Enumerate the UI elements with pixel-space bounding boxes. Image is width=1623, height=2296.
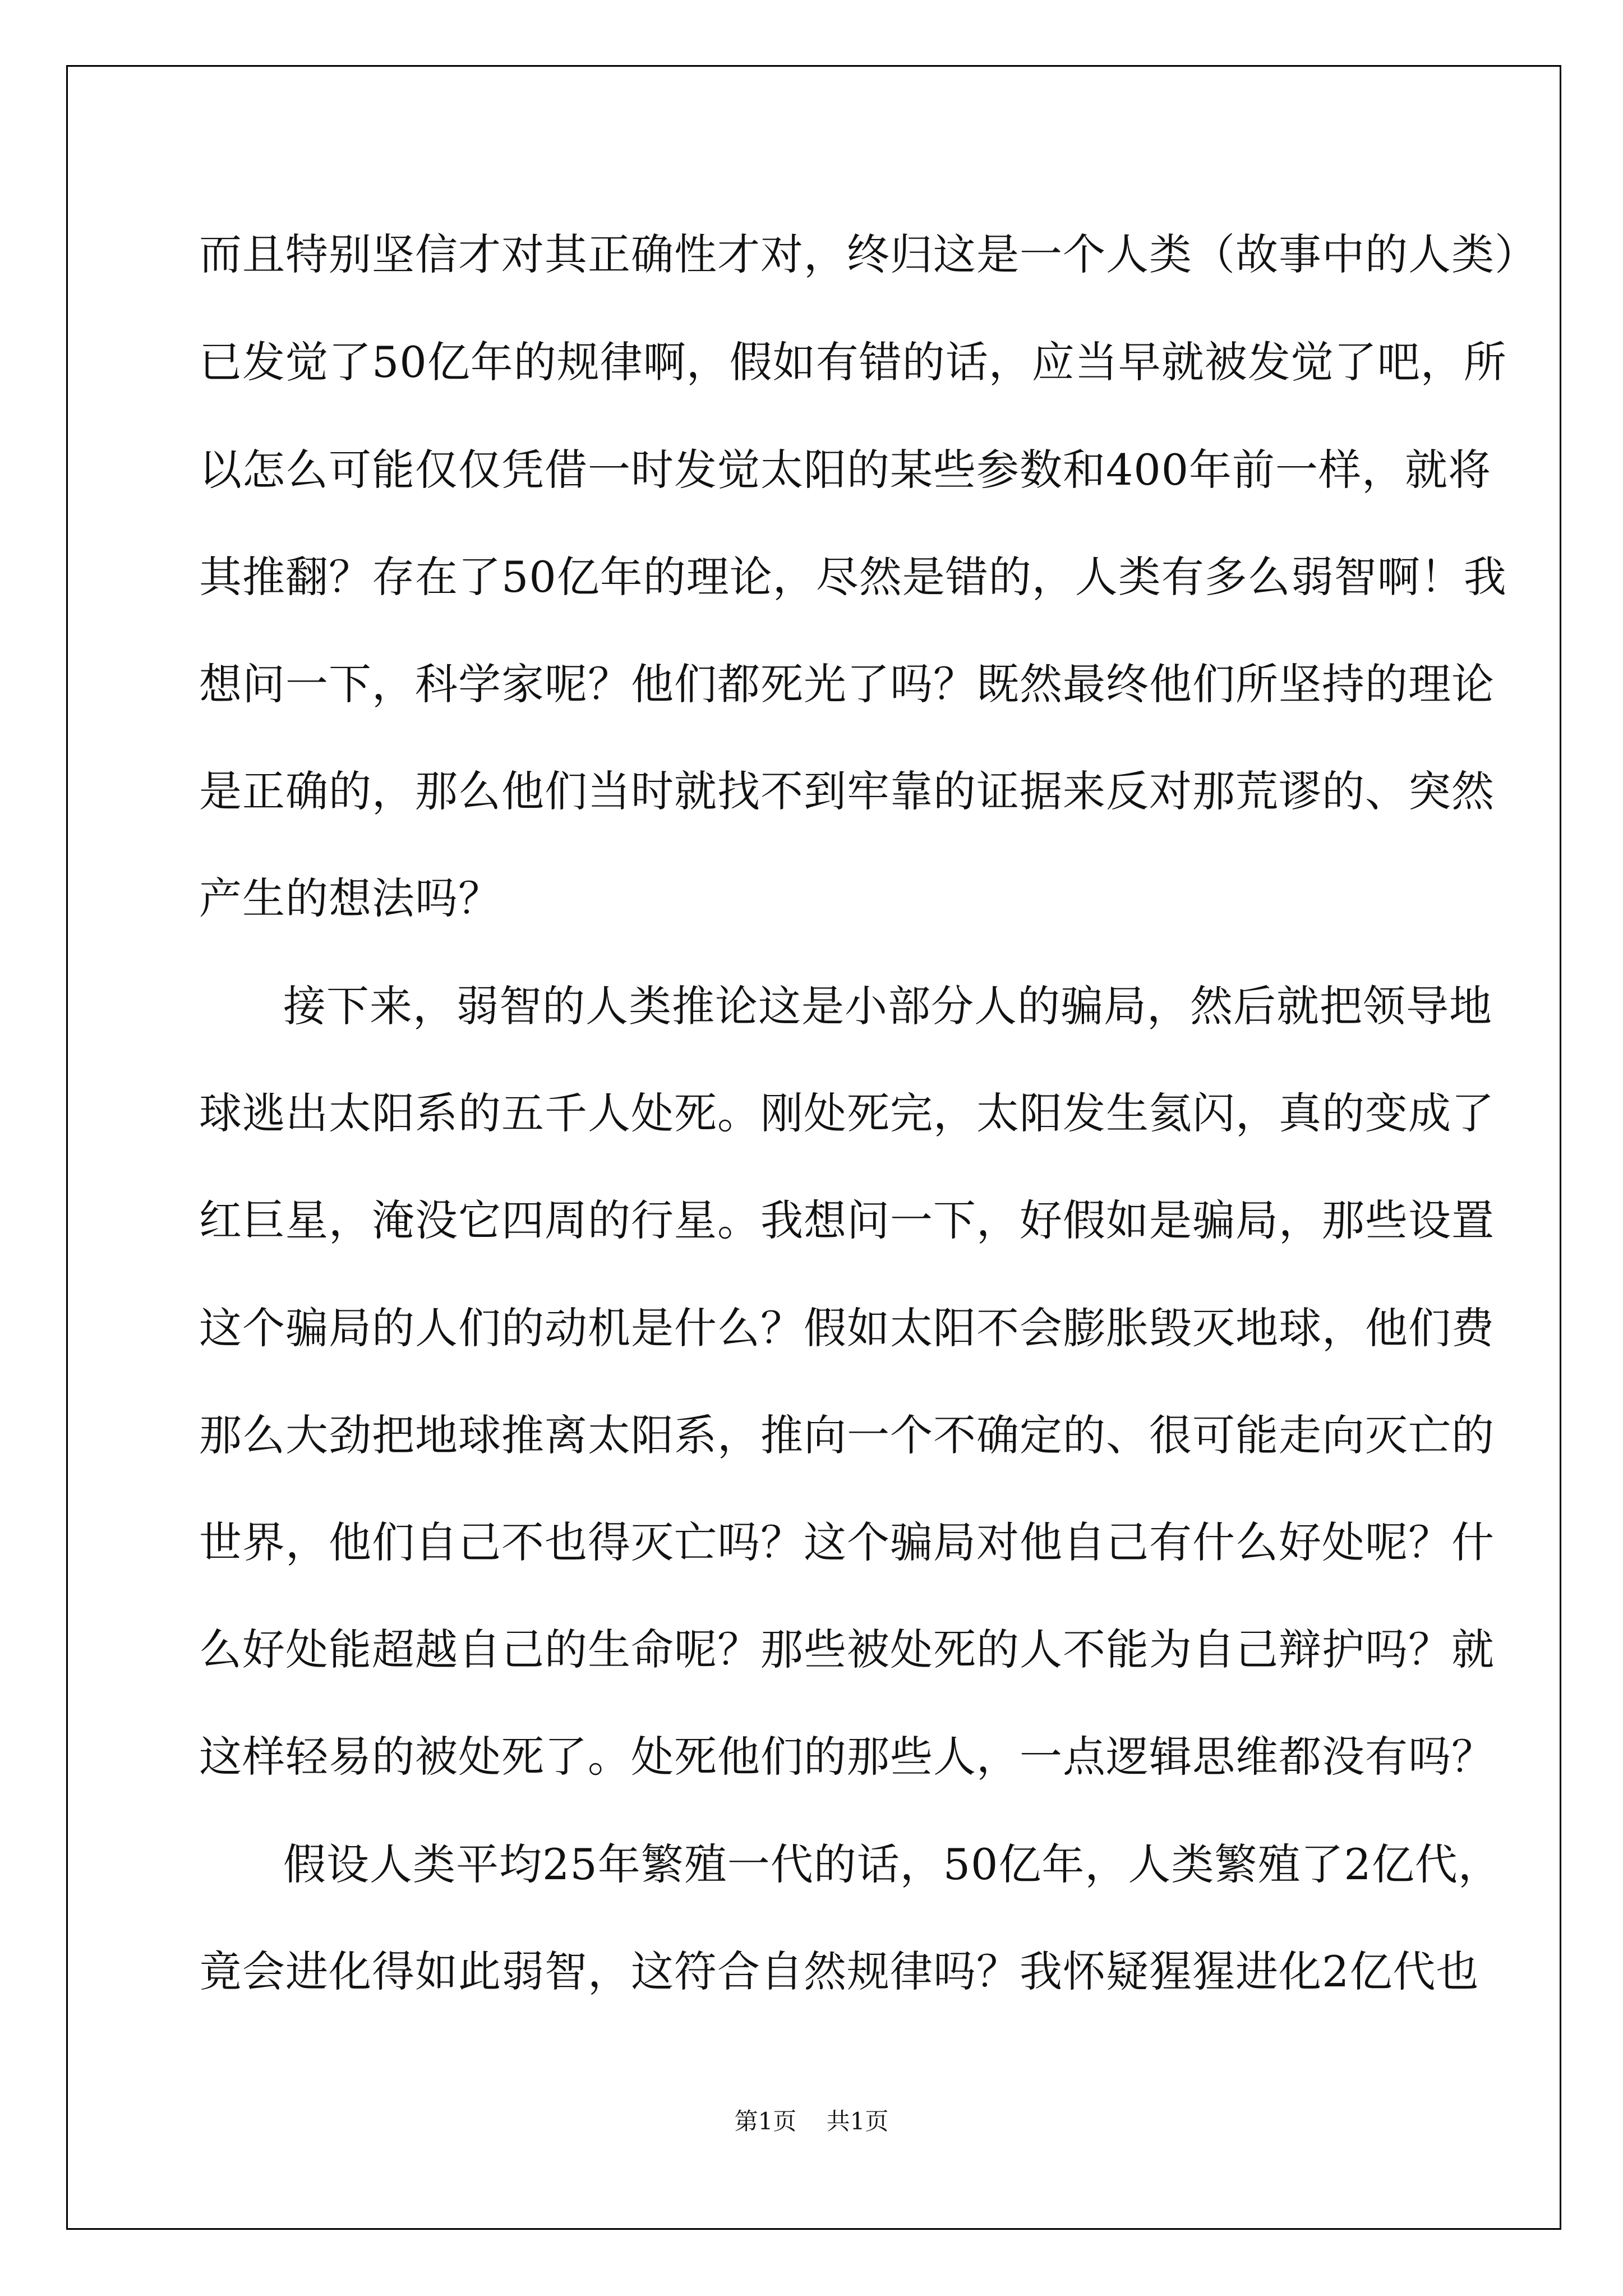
text-line: 么好处能超越自己的生命呢？那些被处死的人不能为自己辩护吗？就	[199, 1625, 1495, 1674]
text-line: 那么大劲把地球推离太阳系，推向一个不确定的、很可能走向灭亡的	[199, 1410, 1495, 1460]
text-line: 红巨星，淹没它四周的行星。我想问一下，好假如是骗局，那些设置	[199, 1195, 1495, 1245]
text-line: 是正确的，那么他们当时就找不到牢靠的证据来反对那荒谬的、突然	[199, 766, 1495, 816]
text-line: 竟会进化得如此弱智，这符合自然规律吗？我怀疑猩猩进化2亿代也	[199, 1947, 1479, 1996]
text-line: 以怎么可能仅仅凭借一时发觉太阳的某些参数和400年前一样，就将	[199, 445, 1492, 495]
text-line: 其推翻？存在了50亿年的理论，尽然是错的，人类有多么弱智啊！我	[199, 552, 1507, 602]
text-line: 这个骗局的人们的动机是什么？假如太阳不会膨胀毁灭地球，他们费	[199, 1303, 1495, 1353]
paragraph-first-line: 假设人类平均25年繁殖一代的话，50亿年，人类繁殖了2亿代，	[283, 1839, 1501, 1889]
text-line: 产生的想法吗？	[199, 873, 501, 923]
text-line: 这样轻易的被处死了。处死他们的那些人，一点逻辑思维都没有吗？	[199, 1732, 1495, 1782]
text-line: 想问一下，科学家呢？他们都死光了吗？既然最终他们所坚持的理论	[199, 659, 1495, 709]
text-line: 球逃出太阳系的五千人处死。刚处死完，太阳发生氦闪，真的变成了	[199, 1088, 1495, 1138]
page-number-footer: 第1页 共1页	[734, 2108, 889, 2135]
text-line: 世界，他们自己不也得灭亡吗？这个骗局对他自己有什么好处呢？什	[199, 1517, 1495, 1567]
page-border	[66, 65, 1561, 2230]
text-line: 而且特别坚信才对其正确性才对，终归这是一个人类（故事中的人类）	[199, 229, 1538, 279]
paragraph-first-line: 接下来，弱智的人类推论这是小部分人的骗局，然后就把领导地	[283, 981, 1492, 1031]
text-line: 已发觉了50亿年的规律啊，假如有错的话，应当早就被发觉了吧，所	[199, 337, 1507, 387]
